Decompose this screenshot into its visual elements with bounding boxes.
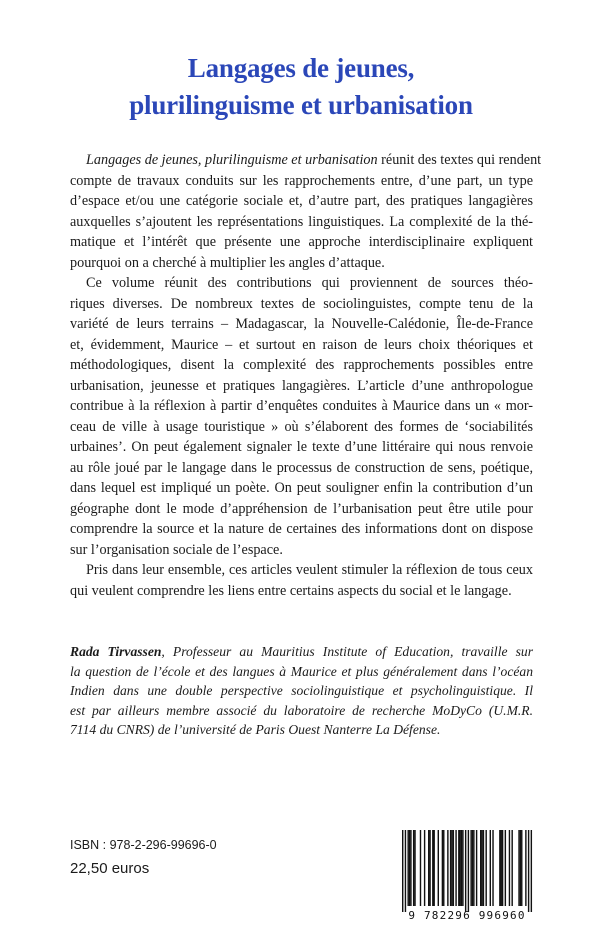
barcode-bar bbox=[492, 830, 493, 906]
text-line: au rôle joué par le langage dans le processus de construction de sens, poétique, bbox=[70, 459, 533, 476]
text-line: Ce volume réunit des contributions qui proviennent de sources théo- bbox=[86, 275, 533, 291]
barcode-bar bbox=[462, 830, 463, 906]
barcode-bar bbox=[485, 830, 486, 906]
barcode-bar bbox=[509, 830, 510, 906]
barcode-bar bbox=[447, 830, 448, 906]
text-line: d’espace et/ou une catégorie sociale et, d’autre part, des pratiques langagières bbox=[70, 193, 533, 209]
text-line: riques diverses. De nombreux textes de sociolinguistes, compte tenu de la bbox=[70, 295, 533, 312]
barcode-bar bbox=[405, 830, 406, 912]
barcode-bar bbox=[451, 830, 452, 906]
text-line: urbaines’. On peut également signaler le texte d’une littéraire qui nous renvoie bbox=[70, 439, 533, 455]
text-line: et, évidemment, Maurice – et surtout en raison de leurs choix théoriques et bbox=[70, 336, 533, 353]
text-line: sur l’organisation sociale de l’espace. bbox=[70, 541, 283, 558]
text-line: Pris dans leur ensemble, ces articles veulent stimuler la réflexion de tous ceux bbox=[86, 562, 533, 578]
barcode-bar bbox=[499, 830, 500, 906]
text-line: la question de l’école et des langues à Maurice et plus généralement dans l’océan bbox=[70, 663, 533, 679]
text-line: qui veulent comprendre les liens entre certains aspects du social et le langage. bbox=[70, 582, 512, 599]
barcode-bar bbox=[528, 830, 529, 912]
barcode-bar bbox=[490, 830, 491, 906]
text-line: ceau de ville à usage touristique » où s’élaborent des formes de ‘sociabilités bbox=[70, 418, 533, 435]
barcode-digits: 9 782296 996960 bbox=[408, 909, 526, 922]
barcode-bar bbox=[442, 830, 443, 906]
text-line: Rada Tirvassen, Professeur au Mauritius Institute of Education, travaille sur bbox=[70, 644, 533, 659]
barcode-bar bbox=[407, 830, 408, 906]
text-line: Langages de jeunes, plurilinguisme et urbanisation réunit des textes qui rendent bbox=[86, 152, 542, 168]
text-line: pourquoi on a cherché à multiplier les angles d’attaque. bbox=[70, 254, 385, 271]
summary-paragraph-1 bbox=[70, 150, 542, 171]
title-line-1: Langages de jeunes, bbox=[187, 53, 415, 83]
barcode-bar bbox=[438, 830, 439, 906]
text-line: contribue à la réflexion à partir d’enquêtes conduites à Maurice dans un « mor- bbox=[70, 398, 533, 414]
barcode-bar bbox=[410, 830, 411, 906]
text-line: auxquelles s’ajoutent les représentations linguistiques. La complexité de la thé- bbox=[70, 213, 533, 230]
barcode-bar bbox=[409, 830, 410, 906]
barcode-bar bbox=[501, 830, 502, 906]
barcode-bar bbox=[483, 830, 484, 906]
barcode-bar bbox=[511, 830, 512, 906]
summary-paragraph-1-cont bbox=[70, 171, 533, 274]
barcode-bar bbox=[414, 830, 415, 906]
text-line: méthodologiques, disent la complexité des rapprochements possibles entre bbox=[70, 357, 533, 373]
author-name: Rada Tirvassen bbox=[70, 644, 162, 659]
summary-text bbox=[70, 150, 542, 601]
barcode-bar bbox=[505, 830, 506, 906]
barcode-bar bbox=[420, 830, 421, 906]
barcode-bar bbox=[476, 830, 477, 906]
book-title-italic: Langages de jeunes, plurilinguisme et urbanisation bbox=[86, 152, 378, 168]
barcode bbox=[392, 828, 542, 920]
barcode-bar bbox=[443, 830, 444, 906]
text-line: compte de travaux conduits sur les rapprochements entre, d’une part, un type bbox=[70, 172, 533, 189]
barcode-bar bbox=[472, 830, 473, 906]
barcode-bar bbox=[433, 830, 434, 906]
barcode-bar bbox=[402, 830, 403, 912]
barcode-bar bbox=[428, 830, 429, 906]
price-label: 22,50 euros bbox=[70, 860, 150, 877]
barcode-bar bbox=[468, 830, 469, 912]
barcode-bar bbox=[453, 830, 454, 906]
text-line: comprendre la source et la nature de certaines des informations dont on dispose bbox=[70, 521, 533, 537]
barcode-bar bbox=[480, 830, 481, 906]
text-line: dans lequel est impliqué un poète. On peut souligner enfin la contribution d’un bbox=[70, 480, 533, 496]
text-line: matique et l’intérêt que présente une approche interdisciplinaire expliquent bbox=[70, 234, 533, 250]
barcode-bar bbox=[470, 830, 471, 906]
barcode-bar bbox=[413, 830, 414, 906]
barcode-bar bbox=[473, 830, 474, 906]
isbn-label: ISBN : 978-2-296-99696-0 bbox=[70, 838, 217, 852]
barcode-bar bbox=[531, 830, 532, 912]
text-line: géographe dont le mode d’appréhension de l’urbanisation peut être utile pour bbox=[70, 500, 533, 517]
barcode-bar bbox=[455, 830, 456, 906]
barcode-bar bbox=[459, 830, 460, 906]
barcode-bar bbox=[481, 830, 482, 906]
author-bio bbox=[70, 642, 533, 740]
summary-paragraph-3 bbox=[70, 560, 533, 581]
barcode-bar bbox=[450, 830, 451, 906]
text-line: Indien dans une double perspective sociolinguistique et psycholinguistique. Il bbox=[70, 683, 533, 698]
barcode-bar bbox=[458, 830, 459, 906]
title-line-2: plurilinguisme et urbanisation bbox=[129, 90, 473, 120]
barcode-bar bbox=[518, 830, 519, 906]
barcode-bar bbox=[502, 830, 503, 906]
text-line: urbanisation, jeunesse et pratiques langagières. L’article d’une anthropologue bbox=[70, 377, 533, 394]
barcode-bar bbox=[520, 830, 521, 906]
text-line: est par ailleurs membre associé du laboratoire de recherche MoDyCo (U.M.R. bbox=[70, 702, 533, 718]
barcode-bar bbox=[525, 830, 526, 906]
barcode-bar bbox=[432, 830, 433, 906]
barcode-bar bbox=[429, 830, 430, 906]
summary-paragraph-3-cont bbox=[70, 581, 533, 602]
barcode-bar bbox=[461, 830, 462, 906]
summary-paragraph-2 bbox=[70, 273, 533, 294]
book-title bbox=[0, 50, 602, 124]
barcode-bar bbox=[521, 830, 522, 906]
text-line: 7114 du CNRS) de l’université de Paris Ouest Nanterre La Défense. bbox=[70, 722, 441, 737]
text-line: variété de leurs terrains – Madagascar, la Nouvelle-Calédonie, Île-de-France bbox=[70, 316, 533, 332]
barcode-bar bbox=[424, 830, 425, 906]
barcode-bar bbox=[465, 830, 466, 912]
summary-paragraph-2-cont bbox=[70, 294, 533, 561]
